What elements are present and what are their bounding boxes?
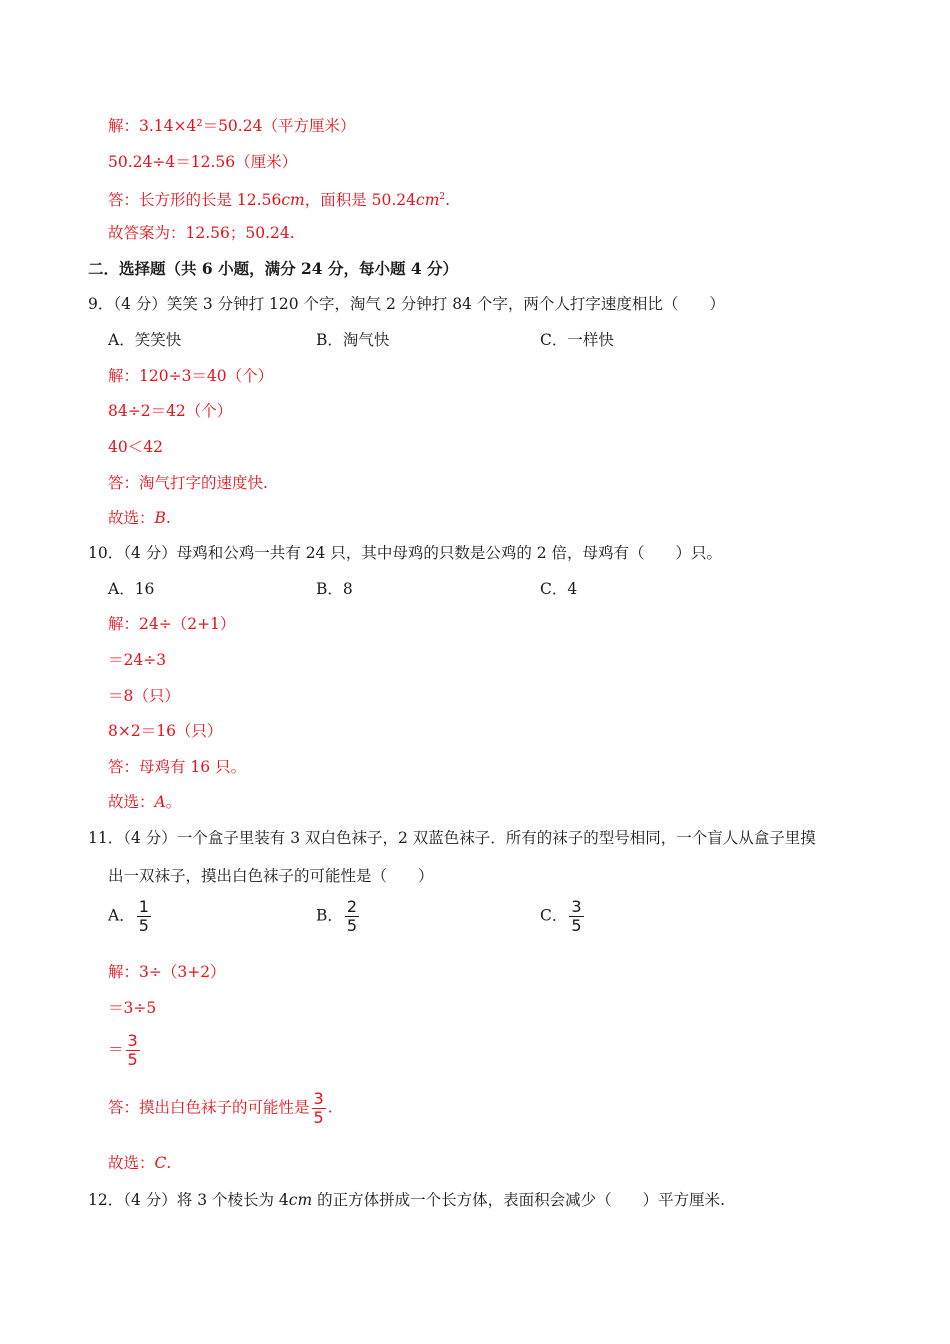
prev-solution-line-1: 解：3.14×4²＝50.24（平方厘米） [108,117,356,135]
q10-solution-line: ＝24÷3 [108,651,167,669]
answer-suffix: . [165,509,171,527]
q9-solution-line: 答：淘气打字的速度快. [108,474,268,492]
q12-stem [88,1190,725,1210]
q10-option-a: A．16 [108,580,155,598]
section-title: 二．选择题（共 6 小题，满分 24 分，每小题 4 分） [88,259,459,278]
q9-option-a: A．笑笑快 [108,331,182,349]
q9-stem: 9．（4 分）笑笑 3 分钟打 120 个字，淘气 2 分钟打 84 个字，两个人打字速度相比（ ） [88,295,725,313]
q10-solution-line: 8×2＝16（只） [108,722,223,740]
q11-option-a [108,898,153,935]
q10-solution-line: 答：母鸡有 16 只。 [108,758,247,776]
fraction [137,898,151,935]
q9-answer [108,508,171,528]
option-label: B． [316,906,343,925]
q11-stem-line-1: 11．（4 分）一个盒子里装有 3 双白色袜子，2 双蓝色袜子．所有的袜子的型号相同，一个盲人从盒子里摸 [88,829,816,847]
q9-solution-line: 解：120÷3＝40（个） [108,367,274,385]
unit-cm: cm [288,1191,313,1209]
answer-prefix: 故选： [108,793,155,811]
denominator: 5 [127,1050,138,1069]
denominator: 5 [138,916,149,935]
fraction [126,1032,140,1069]
numerator: 3 [127,1031,138,1050]
q10-stem: 10．（4 分）母鸡和公鸡一共有 24 只，其中母鸡的只数是公鸡的 2 倍，母鸡有（ ）只。 [88,544,723,562]
fraction [312,1090,326,1127]
q11-answer-text [108,1090,333,1127]
denominator: 5 [313,1108,324,1127]
text-seg: 的正方体拼成一个长方体，表面积会减少（ ）平方厘米. [312,1191,726,1209]
answer-suffix: . [166,1154,172,1172]
option-label: A． [108,906,135,925]
equals-sign: ＝ [108,1040,124,1059]
prev-solution-line-2: 50.24÷4＝12.56（厘米） [108,153,298,171]
q10-option-c: C．4 [540,580,578,598]
q10-solution-line: 解：24÷（2+1） [108,615,236,633]
numerator: 3 [571,897,582,916]
answer-letter: A [154,793,166,811]
option-label: C． [540,906,568,925]
text-seg: . [445,191,451,209]
prev-solution-line-4: 故答案为：12.56；50.24. [108,224,295,242]
answer-letter: C [154,1154,167,1172]
unit-cm: cm [281,191,305,209]
q9-option-c: C．一样快 [540,331,614,349]
text-seg: 12．（4 分）将 3 个棱长为 4 [88,1191,289,1209]
q11-solution-line: 解：3÷（3+2） [108,963,226,981]
superscript: 2 [439,192,446,202]
answer-text: 答：摸出白色袜子的可能性是 [108,1098,310,1117]
answer-prefix: 故选： [108,509,155,527]
text-seg: ，面积是 50.24 [304,191,417,209]
numerator: 2 [346,897,358,916]
fraction [345,898,359,935]
q9-solution-line: 84÷2＝42（个） [108,402,233,420]
q11-solution-line: ＝3÷5 [108,999,157,1017]
fraction [569,898,583,935]
answer-text-end: . [327,1098,333,1117]
q11-answer [108,1153,171,1173]
q11-option-b [316,898,361,935]
q9-solution-line: 40＜42 [108,438,163,456]
answer-suffix: 。 [165,793,182,811]
q11-solution-frac-line [108,1032,142,1069]
q11-stem-line-2: 出一双袜子，摸出白色袜子的可能性是（ ） [108,867,434,885]
text-seg: 答：长方形的长是 12.56 [108,191,282,209]
answer-prefix: 故选： [108,1154,155,1172]
answer-letter: B [154,509,166,527]
denominator: 5 [571,916,582,935]
q10-answer [108,792,181,812]
q9-option-b: B．淘气快 [316,331,390,349]
q10-solution-line: ＝8（只） [108,687,180,705]
q10-option-b: B．8 [316,580,353,598]
numerator: 1 [138,897,149,916]
denominator: 5 [346,916,358,935]
prev-solution-line-3 [108,187,450,210]
q11-option-c [540,898,586,935]
unit-cm: cm [416,191,440,209]
numerator: 3 [313,1089,324,1108]
